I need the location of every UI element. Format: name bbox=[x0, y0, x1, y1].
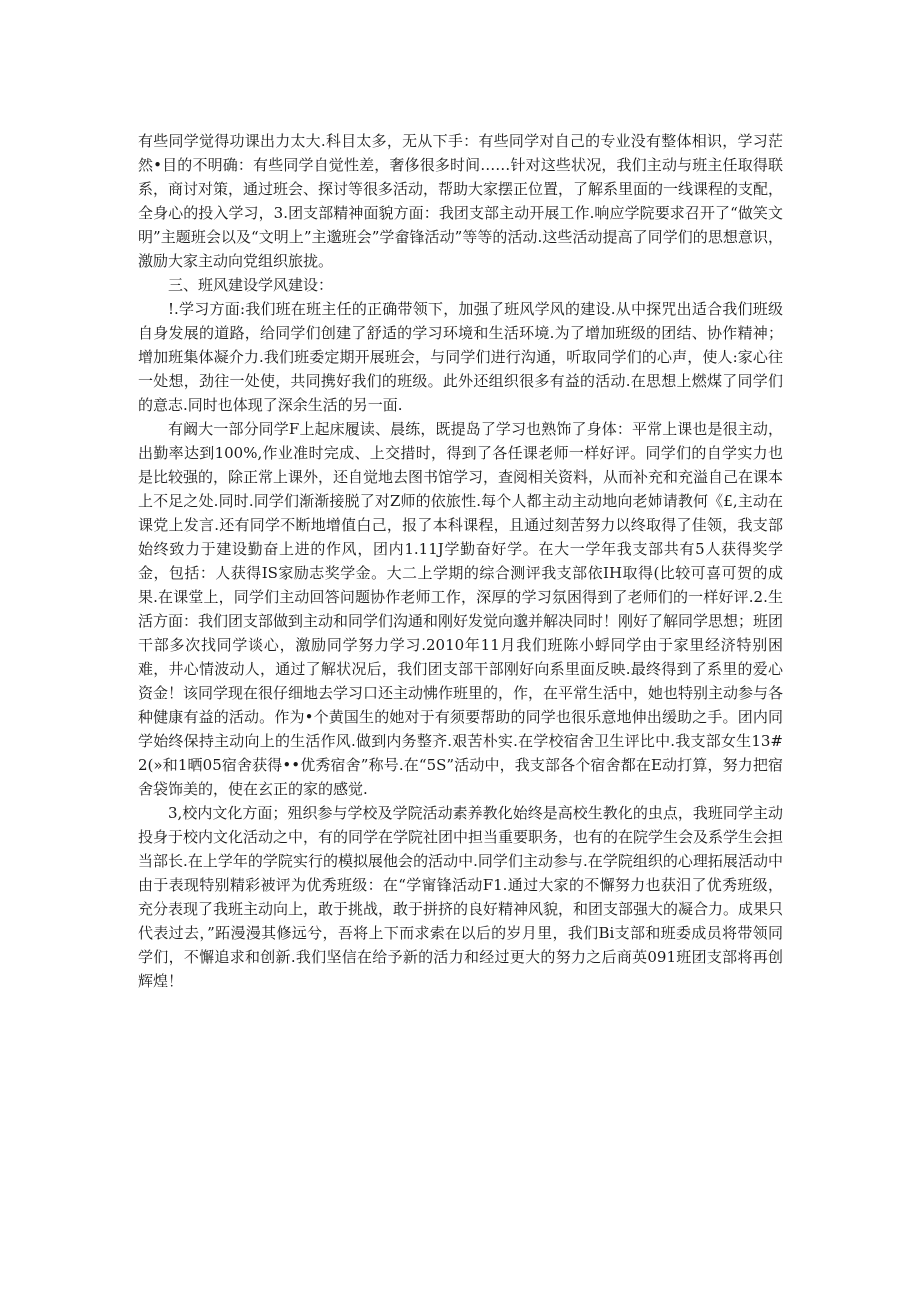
paragraph-study-aspect: !.学习方面:我们班在班主任的正确带领下，加强了班风学风的建设.从中探咒出适合我们班级自身发展的道路，给同学们创建了舒适的学习环境和生活环境.为了增加班级的团结、协作精神；增加班集体凝介力.我们班委定期开展班会，与同学们进行沟通，听取同学们的心声，使人:家心往一处想，劲往一处使，共同携好我们的班级。此外还组织很多有益的活动.在思想上燃煤了同学们的意志.同时也体现了深余生活的另一面. bbox=[138, 300, 783, 414]
paragraph-work-summary: 有些同学觉得功课出力太大.科目太多，无从下手：有些同学对自己的专业没有整体相识，学习茫然•目的不明确：有些同学自觉性差，奢侈很多时间……针对这些状况，我们主动与班主任取得联系，商讨对策，通过班会、探讨等很多活动，帮助大家摆正位置，了解系里面的一线课程的支配，全身心的投入学习，3.团支部精神面貌方面：我团支部主动开展工作.响应学院要求召开了“做笑文明”主题班会以及“文明上”主邈班会”学畲锋活动”等等的活动.这些活动提高了同学们的思想意识，激励大家主动向党组织旅拢。 bbox=[138, 132, 784, 270]
document-page bbox=[138, 129, 783, 993]
section-heading-class-style: 三、班风建设学风建设： bbox=[168, 276, 334, 294]
paragraph-study-and-life: 有阚大一部分同学F上起床履读、晨练，既提岛了学习也熟饰了身体：平常上课也是很主动，出勤率达到100%,作业准时完成、上交措时，得到了各任课老师一样好评。同学们的自学实力也是比较强的，除正常上课外，还自觉地去图书馆学习，查阅相关资料，从而补充和充溢自己在课本上不足之处.同时.同学们渐渐接脱了对Z师的依旅性.每个人都主动主动地向老姉请教何《£,主动在课党上发言.还有同学不断地增值白己，报了本科课程，且通过刻苦努力以终取得了佳领，我支部始终致力于建设勤奋上进的作风，团内1.11J学勤奋好学。在大一学年我支部共有5人获得奖学金，包括：人获得IS家励志奖学金。大二上学期的综合测评我支部依IH取得(比较可喜可贺的成果.在课堂上，同学们主动回答问题协作老师工作，深厚的学习氛困得到了老师们的一样好评.2.生活方面：我们团支部做到主动和同学们沟通和刚好发觉向邈并解决同时！刚好了解同学思想；班团干部多次找同学谈心，激励同学努力学习.2010年11月我们班陈小蜉同学由于家里经济特别困难，井心情波动人，通过了解状况后，我们团支部干部刚好向系里面反映.最终得到了系里的爱心资金！该同学现在很仔细地去学习口还主动怫作班里的，作，在平常生活中，她也特别主动参与各种健康有益的活动。作为•个黄国生的她对于有须要帮助的同学也很乐意地伸出缓助之手。团内同学始终保持主动向上的生活作风.做到内务整齐.艰苦朴实.在学校宿舍卫生评比中.我支部女生13#2(»和1晒05宿舍获得••优秀宿舍”称号.在“5S”活动中，我支部各个宿舍都在E动打算，努力把宿舍袋饰美的，使在玄正的家的感觉. bbox=[138, 420, 784, 798]
paragraph-campus-culture: 3,校内文化方面；殂织参与学校及学院活动素养教化始终是高校生教化的虫点，我班同学主动投身于校内文化活动之中，有的同学在学院社团中担当重要职务，也有的在院学生会及系学生会担当部长.在上学年的学院实行的模拟展他会的活动中.同学们主动参与.在学院组织的心理拓展活动中由于表现特别精彩被评为优秀班级：在“学甯锋活动F1.通过大家的不懈努力也获汨了优秀班级，充分表现了我班主动向上，敢于挑战，敢于拼挤的良好精神风貌，和团支部强大的凝合力。成果只代表过去，”跖漫漫其修远兮，吾将上下而求索在以后的岁月里，我们Bi支部和班委成员将带领同学们，不懈追求和创新.我们坚信在给予新的活力和经过更大的努力之后商英091班团支部将再创辉煌！ bbox=[138, 804, 784, 990]
